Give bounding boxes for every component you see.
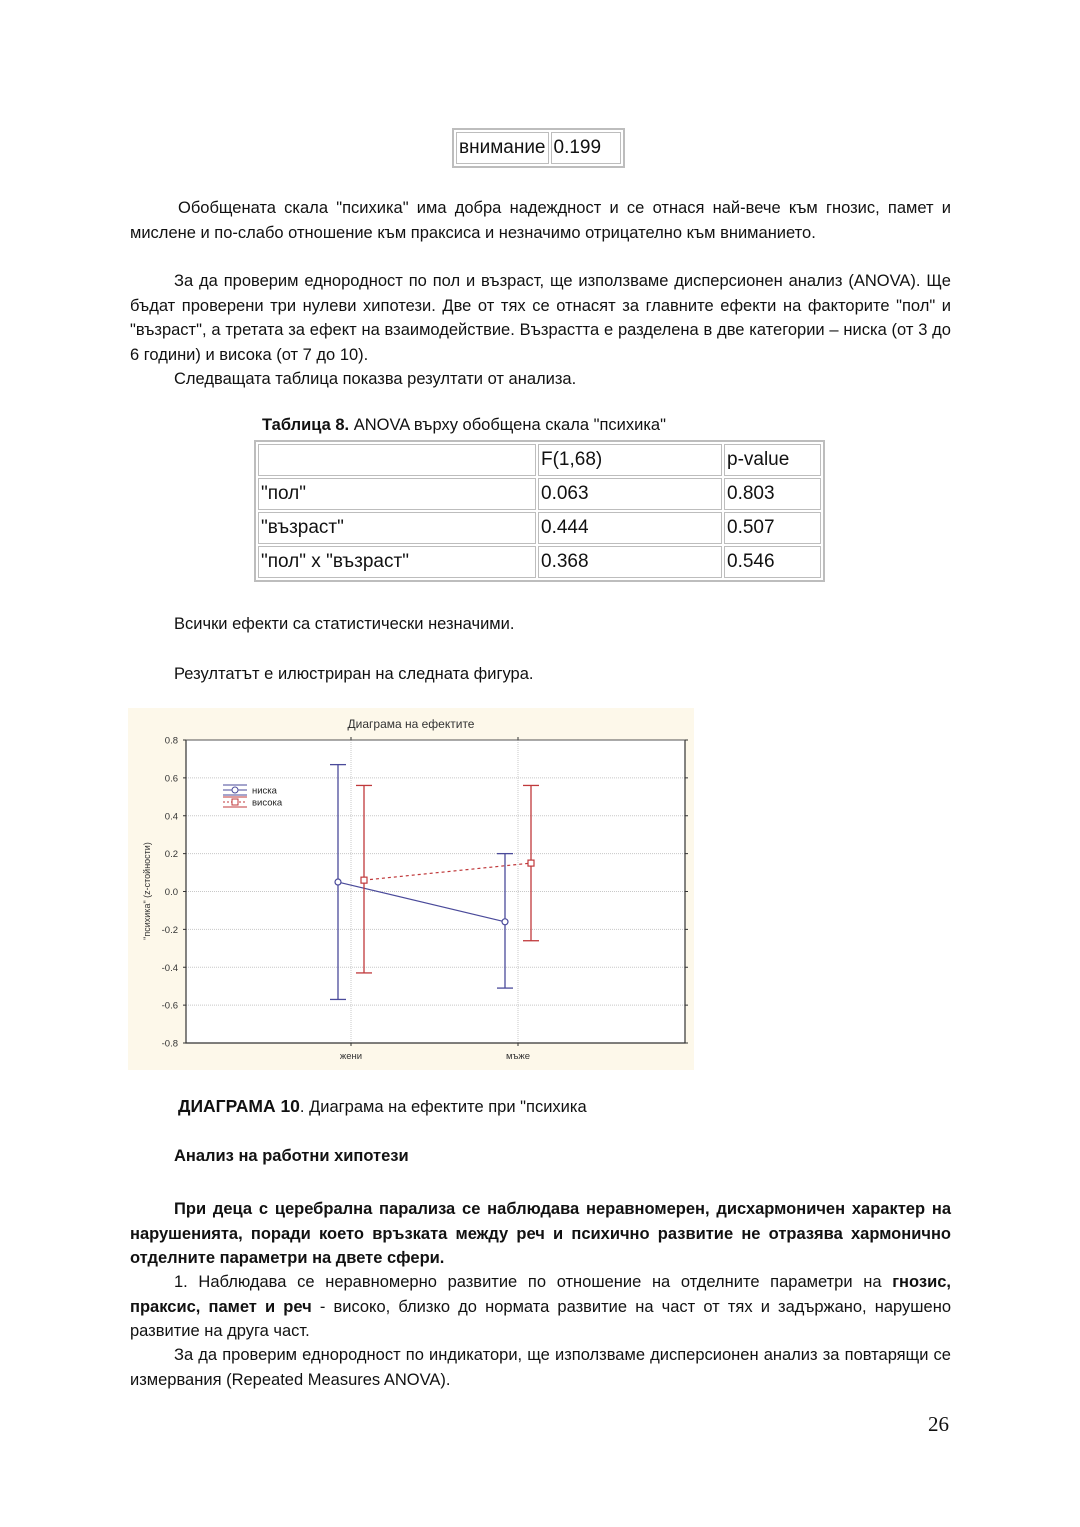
table-row <box>258 512 821 544</box>
table-header-row <box>258 444 821 476</box>
data-point-circle <box>502 919 508 925</box>
effects-chart-svg <box>128 708 694 1070</box>
effects-chart <box>128 708 694 1070</box>
table-row <box>456 132 621 164</box>
paragraph-5: Резултатът е илюстриран на следната фигура. <box>174 665 534 683</box>
paragraph-7-start: 1. Наблюдава се неравномерно развитие по отношение на отделните параметри на <box>174 1273 893 1291</box>
figure-caption <box>178 1096 587 1117</box>
table-header-cell: p-value <box>724 444 821 476</box>
y-tick-label: -0.2 <box>161 924 178 936</box>
y-tick-label: 0.8 <box>164 735 178 747</box>
y-tick-label: 0.2 <box>164 849 178 861</box>
table-cell-value: 0.199 <box>551 132 621 164</box>
y-tick-label: -0.6 <box>161 1000 178 1012</box>
table-cell-label: внимание <box>456 132 549 164</box>
y-tick-label: 0.0 <box>164 887 178 898</box>
paragraph-4: Всички ефекти са статистически незначими. <box>174 615 515 633</box>
page-number: 26 <box>928 1412 949 1436</box>
y-tick-label: 0.6 <box>164 773 178 785</box>
attention-reliability-table <box>452 128 625 168</box>
section-heading: Анализ на работни хипотези <box>174 1147 409 1165</box>
paragraph-6: При деца с церебрална парализа се наблюдава неравномерен, дисхармоничен характер на нарушенията, поради което връзката между реч и психично развитие не отразява хармонично отделните параметри на двете сфери. <box>130 1200 951 1267</box>
legend-marker-square <box>232 799 238 805</box>
table-row <box>258 478 821 510</box>
figure-caption-label: ДИАГРАМА 10 <box>178 1096 300 1116</box>
table-cell: "пол" <box>258 478 536 510</box>
table-caption-label: Таблица 8. <box>262 416 350 434</box>
table-cell: "възраст" <box>258 512 536 544</box>
legend-label: ниска <box>252 785 277 797</box>
legend-marker-circle <box>232 787 238 793</box>
chart-title: Диаграма на ефектите <box>347 717 475 731</box>
table-cell: 0.803 <box>724 478 821 510</box>
table-caption-text: ANOVA върху обобщена скала "психика" <box>349 416 666 434</box>
y-axis-label: "психика" (z-стойности) <box>142 842 152 940</box>
paragraph-2: За да проверим еднородност по пол и възраст, ще използваме дисперсионен анализ (ANOVA). Ще бъдат проверени три нулеви хипотези. Две от тях се отнасят за главните ефекти на факторите "пол" и "възраст", а третата за ефект на взаимодействие. Възрастта е разделена в две категории – ниска (от 3 до 6 години) и висока (от 7 до 10). <box>130 272 951 364</box>
y-tick-label: 0.4 <box>164 811 178 823</box>
x-tick-label: жени <box>339 1051 363 1062</box>
paragraph-7 <box>130 1270 951 1344</box>
data-point-square <box>361 877 367 883</box>
data-point-square <box>528 860 534 866</box>
legend-label: висока <box>252 797 283 809</box>
anova-table <box>254 440 825 582</box>
paragraph-3: Следващата таблица показва резултати от анализа. <box>174 370 577 388</box>
data-point-circle <box>335 879 341 885</box>
figure-caption-text: . Диаграма на ефектите при "психика <box>299 1098 587 1116</box>
table-cell: 0.063 <box>538 478 722 510</box>
table-cell: 0.368 <box>538 546 722 578</box>
table-cell: 0.444 <box>538 512 722 544</box>
paragraph-1: Обобщената скала "психика" има добра надеждност и се отнася най-вече към гнозис, памет и мислене и по-слабо отношение към праксиса и незначимо отрицателно към вниманието. <box>130 199 951 242</box>
x-tick-label: мъже <box>505 1051 531 1062</box>
table-header-cell <box>258 444 536 476</box>
paragraph-7-bold: гнозис, праксис, памет и реч <box>130 1273 951 1316</box>
y-tick-label: -0.8 <box>161 1038 178 1050</box>
table-caption <box>262 416 666 435</box>
y-tick-label: -0.4 <box>161 962 178 974</box>
table-header-cell: F(1,68) <box>538 444 722 476</box>
table-cell: 0.546 <box>724 546 821 578</box>
paragraph-8: За да проверим еднородност по индикатори, ще използваме дисперсионен анализ за повтарящи се измервания (Repeated Measures ANOVA). <box>130 1346 951 1389</box>
table-cell: 0.507 <box>724 512 821 544</box>
chart-legend <box>223 785 283 809</box>
table-row <box>258 546 821 578</box>
paragraph-7-end: - високо, близко до нормата развитие на част от тях и задържано, нарушено развитие на друга част. <box>130 1297 952 1340</box>
table-cell: "пол" x "възраст" <box>258 546 536 578</box>
